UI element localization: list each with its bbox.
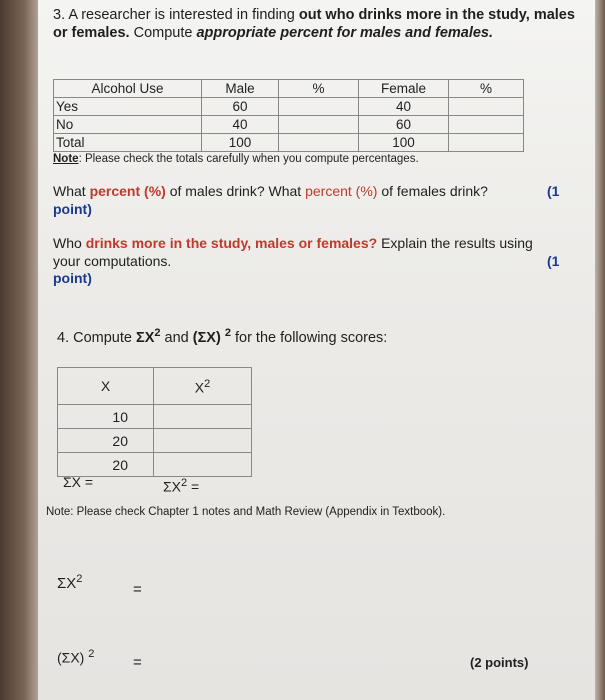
answer-equals: =	[133, 654, 142, 671]
question-4: 4. Compute $\Sigma X^2$ and (ΣX) $^2$ for the following scores:	[57, 327, 388, 346]
worksheet-page	[38, 0, 595, 700]
table-row: Total 100 100	[54, 134, 524, 152]
table-note: Note: Please check the totals carefully when you compute percentages.	[53, 153, 419, 165]
question-who-line2: your computations.	[53, 253, 172, 269]
question-3: 3. A researcher is interested in finding out who drinks more in the study, males or females. Compute appropriate percent for males and females.	[53, 7, 575, 41]
answer-equals: =	[133, 581, 142, 598]
table-row: 20	[58, 429, 252, 453]
table-row: Yes 60 40	[54, 98, 524, 116]
question-percent: What percent (%) of males drink? What percent (%) of females drink?	[53, 183, 488, 199]
points-label: point)	[53, 270, 92, 286]
sum-x-label: ΣX =	[63, 474, 94, 490]
answer-sum-x2-label: $\Sigma X^2$	[57, 573, 83, 592]
answer-sumx-sq-label: (ΣX) $^2$	[57, 648, 95, 666]
chapter-note: Note: Please check Chapter 1 notes and Math Review (Appendix in Textbook).	[46, 506, 446, 518]
points-label: (1	[547, 183, 560, 199]
table-row: No 40 60	[54, 116, 524, 134]
alcohol-use-table	[53, 79, 524, 152]
scores-table	[57, 367, 252, 477]
points-label: (1	[547, 253, 560, 269]
table-header-row: X $X^2$	[58, 368, 252, 405]
points-label: point)	[53, 201, 92, 217]
points-label: (2 points)	[470, 655, 529, 670]
table-row: 10	[58, 405, 252, 429]
question-who-drinks-more: Who drinks more in the study, males or females? Explain the results using	[53, 235, 533, 251]
table-row: 20	[58, 453, 252, 477]
table-header-row: Alcohol Use Male % Female %	[54, 80, 524, 98]
sum-x2-label: $\Sigma X^2$ =	[163, 477, 200, 495]
desk-edge-left	[0, 0, 40, 700]
